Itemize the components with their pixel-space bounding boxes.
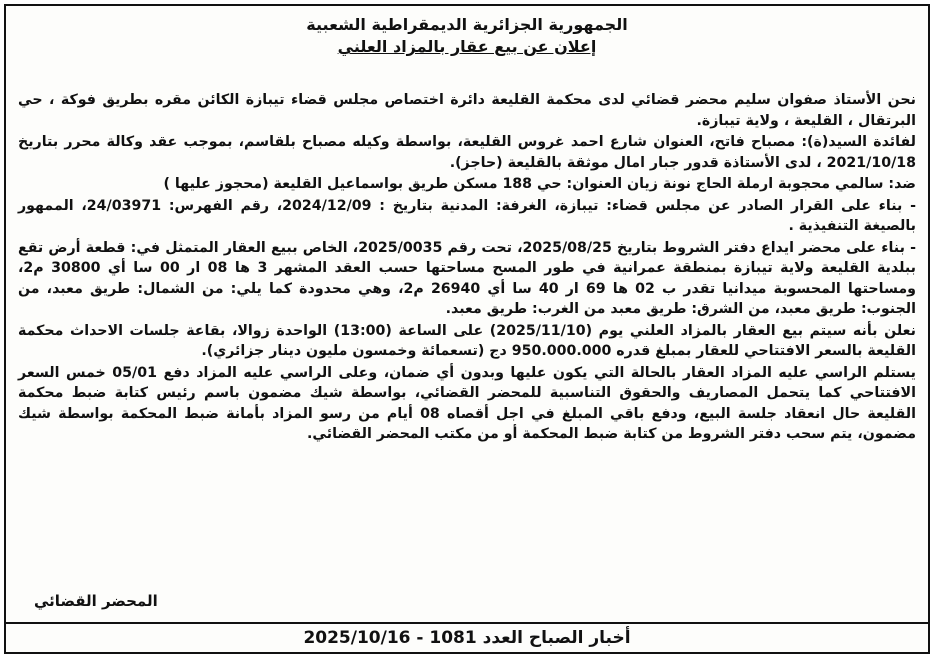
notice-title: إعلان عن بيع عقار بالمزاد العلني	[337, 37, 597, 56]
notice-body	[18, 90, 916, 446]
auction-announcement-paragraph: نعلن بأنه سيتم بيع العقار بالمزاد العلني يوم (2025/11/10) على الساعة (13:00) الواحدة زوالا، بقاعة جلسات الاحداث محكمة القليعة بالسعر الافتتاحي للعقار بمبلغ قدره 950.000.000 دج (تسعمائة وخمسون مليون دينار جزائري).	[18, 322, 916, 359]
court-decision-paragraph: - بناء على القرار الصادر عن مجلس قضاء: تيبازة، الغرفة: المدنية بتاريخ : 2024/12/09، رقم الفهرس: 24/03971، الممهور بالصيغة التنفيذية .	[18, 197, 916, 234]
bailiff-paragraph: نحن الأستاذ صفوان سليم محضر قضائي لدى محكمة القليعة دائرة اختصاص مجلس قضاء تيبازة الكائن مقره بطريق فوكة ، حي البرتقال ، القليعة ، ولاية تيبازة.	[18, 92, 916, 129]
beneficiary-paragraph: لفائدة السيد(ة): مصباح فاتح، العنوان شارع احمد غروس القليعة، بواسطة وكيله مصباح بلقاسم، بموجب عقد وكالة محرر بتاريخ 2021/10/18 ، لدى الأستاذة قدور جبار امال موثقة بالقليعة (حاجز).	[18, 134, 916, 171]
payment-terms-paragraph: يستلم الراسي عليه المزاد العقار بالحالة التي يكون عليها وبدون أي ضمان، وعلى الراسي عليه المزاد دفع 05/01 خمس السعر الافتتاحي كما يتحمل المصاريف والحقوق التناسبية للمحضر القضائي، بواسطة شيك مضمون باسم رئيس كتابة ضبط محكمة القليعة حال انعقاد جلسة البيع، ودفع باقي المبلغ في اجل أقصاه 08 أيام من رسو المزاد بأمانة ضبط المحكمة بواسطة شيك مضمون، يتم سحب دفتر الشروط من كتابة ضبط المحكمة أو من مكتب المحضر القضائي.	[18, 364, 916, 442]
defendant-paragraph: ضد: سالمي محجوبة ارملة الحاج نونة زيان العنوان: حي 188 مسكن طريق بواسماعيل القليعة (محجوز عليها )	[163, 176, 916, 192]
footer-divider	[6, 622, 928, 624]
notice-frame	[4, 4, 930, 654]
publication-name: أخبار الصباح العدد 1081	[429, 628, 631, 648]
property-description-paragraph: - بناء على محضر ايداع دفتر الشروط بتاريخ 2025/08/25، تحت رقم 2025/0035، الخاص ببيع العقار المتمثل في: قطعة أرض تقع ببلدية القليعة ولاية تيبازة بمنطقة عمرانية في طور المسح مساحتها حسب العقد المشهر 3 ها 08 ار 00 سا أي 30800 م2، ومساحتها المحسوبة ميدانيا تقدر ب 02 ها 69 ار 40 سا أي 26940 م2، وهي محدودة كما يلي: من الشمال: طريق معبد، من الجنوب: طريق معبد، من الشرق: طريق معبد من الغرب: طريق معبد.	[18, 239, 916, 317]
publication-date: 2025/10/16	[303, 628, 411, 648]
publication-footer	[6, 628, 928, 648]
footer-separator: -	[416, 628, 424, 648]
signature: المحضر القضائي	[34, 592, 158, 610]
republic-heading: الجمهورية الجزائرية الديمقراطية الشعبية	[306, 15, 628, 34]
notice-header	[6, 6, 928, 58]
